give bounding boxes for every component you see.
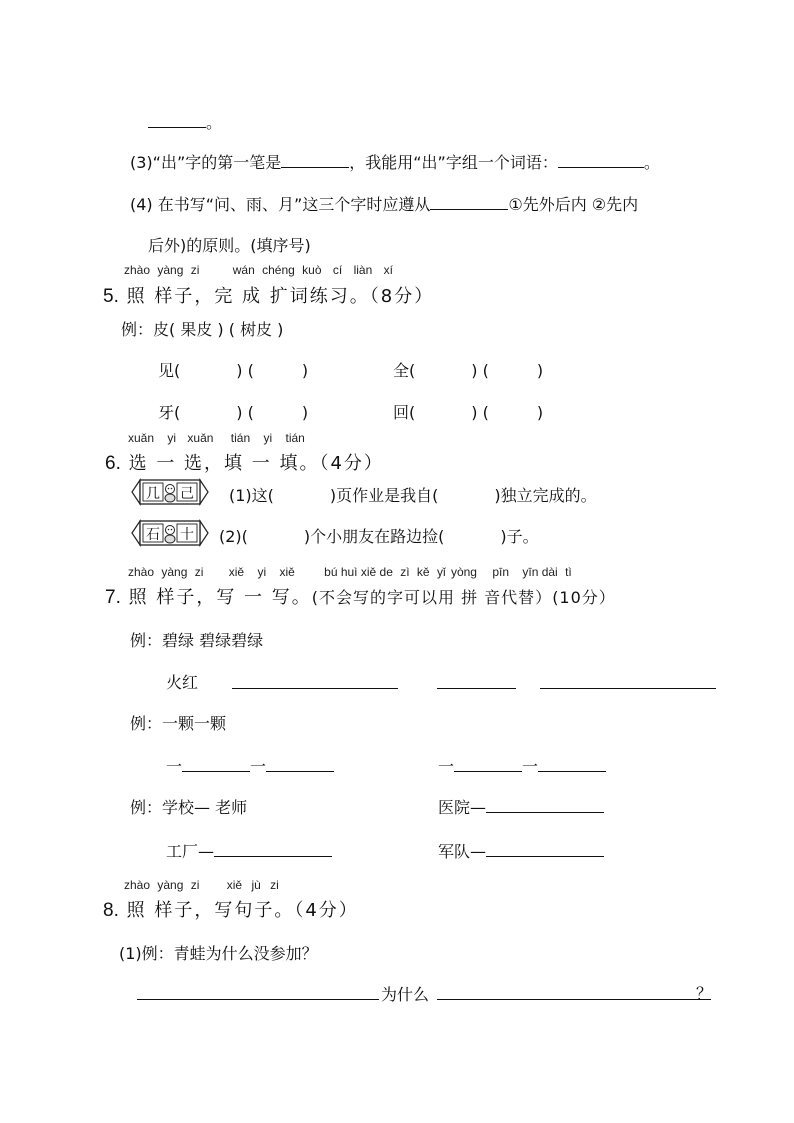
char-card-ji: [130, 477, 210, 507]
q7-note: (不会写的字可以用 拼 音代替）: [311, 588, 553, 607]
q8-answer-blank-2[interactable]: [437, 983, 711, 1000]
q5-item-ya: 牙( ) ( ): [158, 403, 309, 422]
q5-pinyin: zhào yàng zi wán chéng kuò cí liàn xí: [124, 263, 393, 277]
q5-heading: [103, 282, 434, 308]
q7-hospital-blank[interactable]: [486, 796, 604, 813]
q4-part4-cont: 后外)的原则。(填序号): [148, 236, 311, 255]
q6-sentence-2: (2)( )个小朋友在路边捡( )子。: [219, 527, 539, 546]
q5-item-jian: 见( ) ( ): [158, 361, 309, 380]
q7-hospital: 医院—: [438, 795, 604, 818]
q7-huohong-blank-2[interactable]: [437, 672, 516, 689]
q5-score: （8分）: [369, 286, 435, 307]
q6-sentence-1: (1)这( )页作业是我自( )独立完成的。: [229, 486, 597, 505]
q5-item-hui: 回( ) ( ): [393, 403, 544, 422]
q4-part3: (3)“出”字的第一笔是 ，我能用“出”字组一个词语： 。: [130, 153, 660, 172]
q4-part4: (4) 在书写“问、雨、月”这三个字时应遵从 ①先外后内 ②先内: [130, 195, 639, 214]
q8-heading: [103, 896, 359, 922]
q7-army: 军队—: [438, 839, 604, 862]
q5-example: 例：皮( 果皮 ) ( 树皮 ): [121, 320, 284, 339]
q8-title: 照 样子，写句子。: [126, 900, 295, 921]
q7-title: 照 样子，写 一 写。: [128, 587, 312, 608]
q5-item-quan: 全( ) ( ): [393, 361, 544, 380]
q7-example-1: 例：碧绿 碧绿碧绿: [130, 631, 264, 650]
char-card-shi-right: 十: [180, 527, 194, 543]
q5-number: 5.: [103, 286, 119, 307]
q6-title: 选 一 选，填 一 填。: [128, 453, 320, 474]
q4-tail: 。: [148, 110, 222, 133]
q6-pinyin: xuǎn yi xuǎn tián yi tián: [128, 431, 305, 445]
q8-weishenme: 为什么: [381, 985, 430, 1004]
q8-question-mark: ？: [696, 984, 713, 1003]
q6-score: （4分）: [319, 453, 384, 474]
q7-yi-blank-2[interactable]: [266, 755, 334, 772]
char-card-shi: [130, 518, 210, 548]
q7-yi-blank-4[interactable]: [538, 755, 606, 772]
q7-score: (10分）: [552, 588, 616, 607]
q4-p3-blank2[interactable]: [558, 151, 644, 168]
q8-example: (1)例：青蛙为什么没参加？: [119, 944, 318, 963]
q7-number: 7.: [105, 587, 121, 608]
q7-factory-blank[interactable]: [214, 840, 332, 857]
q4-tail-blank[interactable]: [148, 111, 206, 128]
q7-heading: [105, 583, 616, 609]
q8-pinyin: zhào yàng zi xiě jù zi: [124, 878, 279, 892]
q7-word-huohong: 火红: [166, 673, 199, 692]
q4-p4-blank[interactable]: [430, 193, 508, 210]
q8-number: 8.: [103, 900, 119, 921]
q4-p3-blank1[interactable]: [281, 151, 349, 168]
q7-army-blank[interactable]: [486, 840, 604, 857]
q7-yi-blank-1[interactable]: [182, 755, 250, 772]
q8-score: （4分）: [294, 900, 359, 921]
q7-yi-blank-3[interactable]: [454, 755, 522, 772]
q7-factory: 工厂—: [166, 839, 332, 862]
q7-huohong-blank-1[interactable]: [232, 672, 398, 689]
q6-number: 6.: [105, 453, 121, 474]
q7-example-3: 例：学校— 老师: [130, 798, 248, 817]
q7-huohong-blank-3[interactable]: [540, 672, 716, 689]
q6-heading: [105, 449, 384, 475]
q8-answer-blank-1[interactable]: [137, 983, 379, 1000]
char-card-ji-left: 几: [146, 486, 160, 502]
char-card-ji-right: 己: [180, 486, 194, 502]
q7-yi-row-left: 一 一: [166, 754, 334, 777]
scroll-card-icon: [130, 477, 210, 507]
q7-example-2: 例：一颗一颗: [130, 714, 227, 733]
q7-pinyin: zhào yàng zi xiě yi xiě bú huì xiě de zì kě yǐ yòng pīn yīn dài tì: [128, 565, 572, 579]
q7-yi-row-right: 一 一: [438, 754, 606, 777]
q5-title: 照 样子，完 成 扩词练习。: [126, 286, 370, 307]
char-card-shi-left: 石: [146, 527, 160, 543]
scroll-card-icon: [130, 518, 210, 548]
